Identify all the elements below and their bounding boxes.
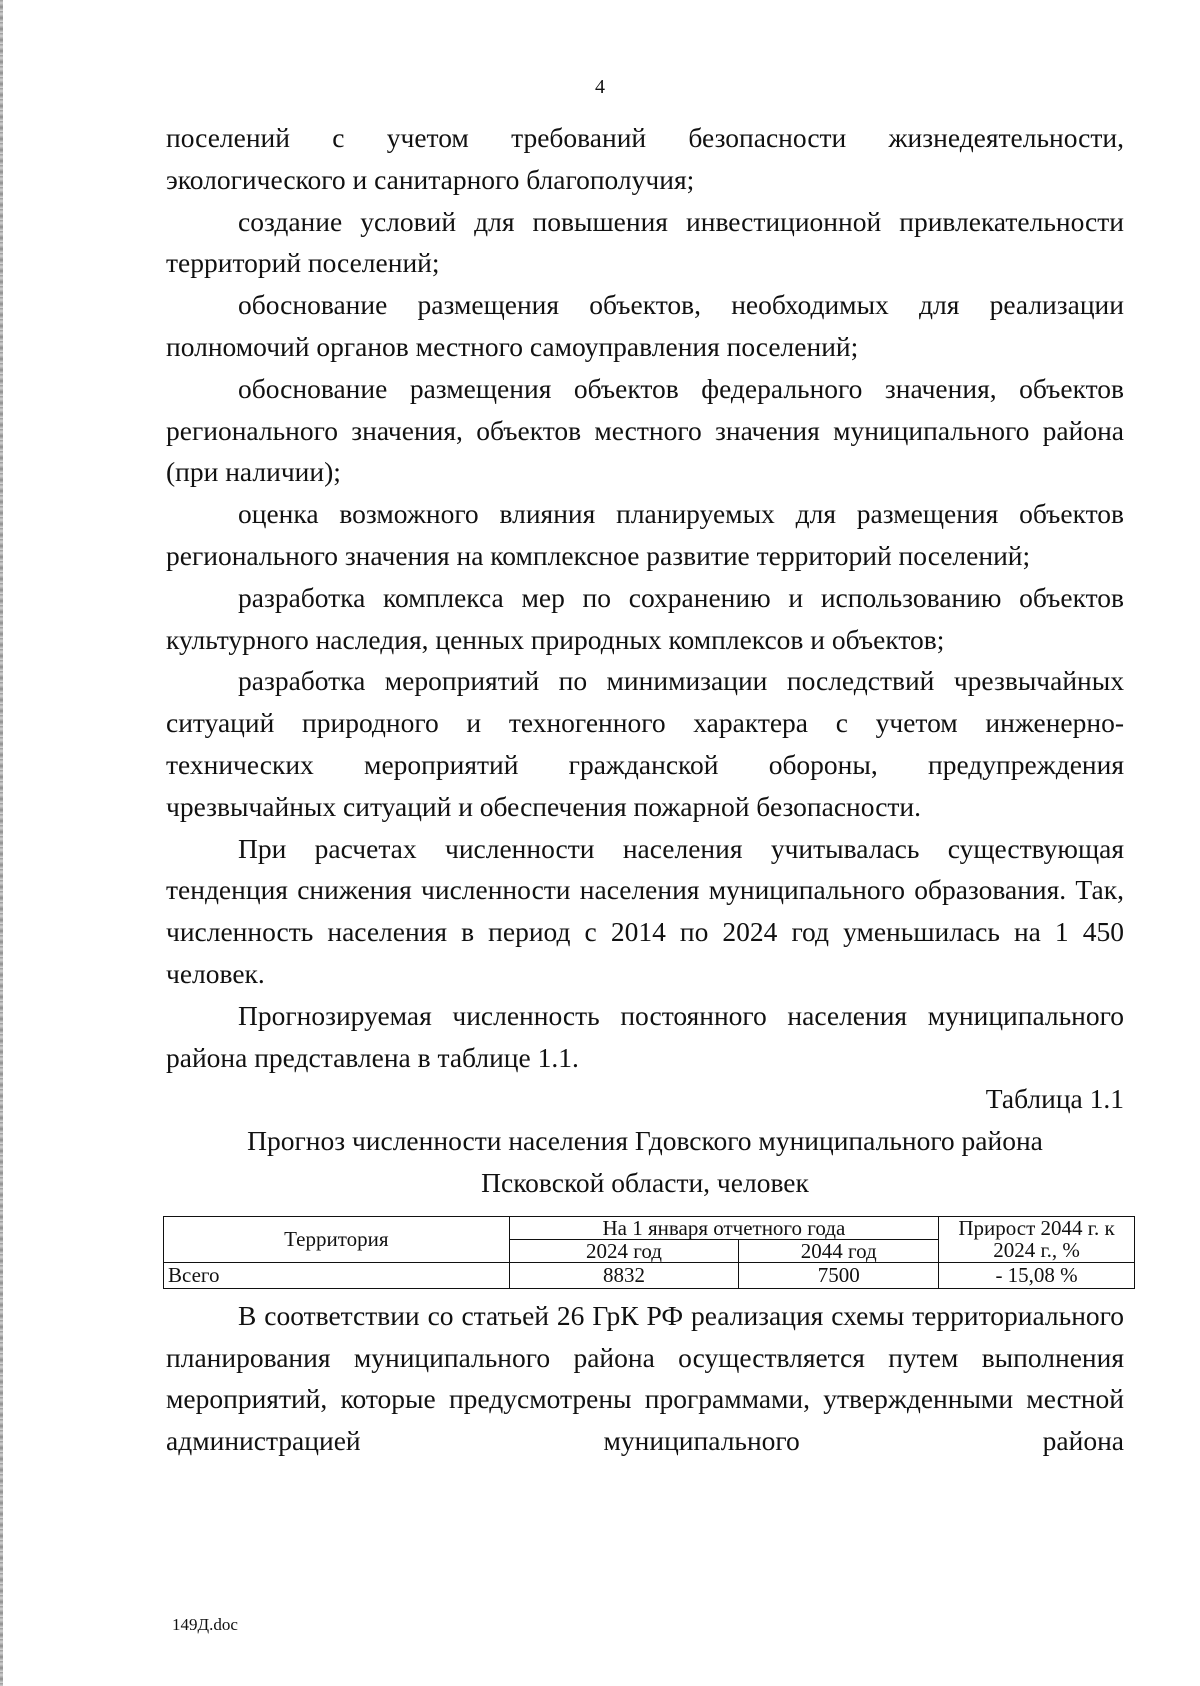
- paragraph-3: обоснование размещения объектов, необходимых для реализации полномочий органов местного самоуправления поселений;: [166, 289, 1124, 362]
- row-territory-name: Всего: [164, 1262, 510, 1288]
- header-year-2024: 2024 год: [509, 1239, 739, 1262]
- paragraph-8: При расчетах численности населения учитывалась существующая тенденция снижения численности населения муниципального образования. Так, численность населения в период с 2014 по 2024 год уменьшилась на 1 450 человек.: [166, 832, 1124, 989]
- row-growth: - 15,08 %: [939, 1262, 1135, 1288]
- table-row: [164, 1262, 1135, 1288]
- paragraph-7: разработка мероприятий по минимизации последствий чрезвычайных ситуаций природного и техногенного характера с учетом инженерно-технических мероприятий гражданской обороны, предупреждения чрезвычайных ситуаций и обеспечения пожарной безопасности.: [166, 665, 1124, 822]
- population-forecast-table: [163, 1216, 1135, 1289]
- page-number: 4: [595, 76, 605, 98]
- row-value-2024: 8832: [509, 1262, 739, 1288]
- paragraph-9: Прогнозируемая численность постоянного населения муниципального района представлена в таблице 1.1.: [166, 999, 1124, 1073]
- paragraph-6: разработка комплекса мер по сохранению и использованию объектов культурного наследия, ценных природных комплексов и объектов;: [166, 581, 1124, 655]
- header-territory: Территория: [164, 1216, 510, 1262]
- paragraph-2: создание условий для повышения инвестиционной привлекательности территорий поселений;: [166, 205, 1124, 279]
- paragraph-4: обоснование размещения объектов федерального значения, объектов регионального значения, объектов местного значения муниципального района (при наличии);: [166, 372, 1124, 488]
- paragraph-1: поселений с учетом требований безопасности жизнедеятельности, экологического и санитарного благополучия;: [166, 122, 1124, 195]
- paragraph-after-table: В соответствии со статьей 26 ГрК РФ реализация схемы территориального планирования муниципального района осуществляется путем выполнения мероприятий, которые предусмотрены программами, утвержденными местной администрацией муниципального района: [166, 1299, 1124, 1457]
- scan-edge: [0, 0, 3, 1686]
- header-growth: Прирост 2044 г. к 2024 г., %: [939, 1216, 1135, 1262]
- header-year-2044: 2044 год: [739, 1239, 939, 1262]
- table-title-line-1: Прогноз численности населения Гдовского муниципального района: [247, 1125, 1043, 1157]
- document-body: [166, 117, 1124, 1462]
- header-as-of: На 1 января отчетного года: [509, 1216, 938, 1239]
- row-value-2044: 7500: [739, 1262, 939, 1288]
- paragraph-5: оценка возможного влияния планируемых для размещения объектов регионального значения на комплексное развитие территорий поселений;: [166, 498, 1124, 571]
- table-label: Таблица 1.1: [985, 1083, 1124, 1115]
- table-title-line-2: Псковской области, человек: [481, 1166, 809, 1198]
- footer-filename: 149Д.doc: [172, 1615, 238, 1634]
